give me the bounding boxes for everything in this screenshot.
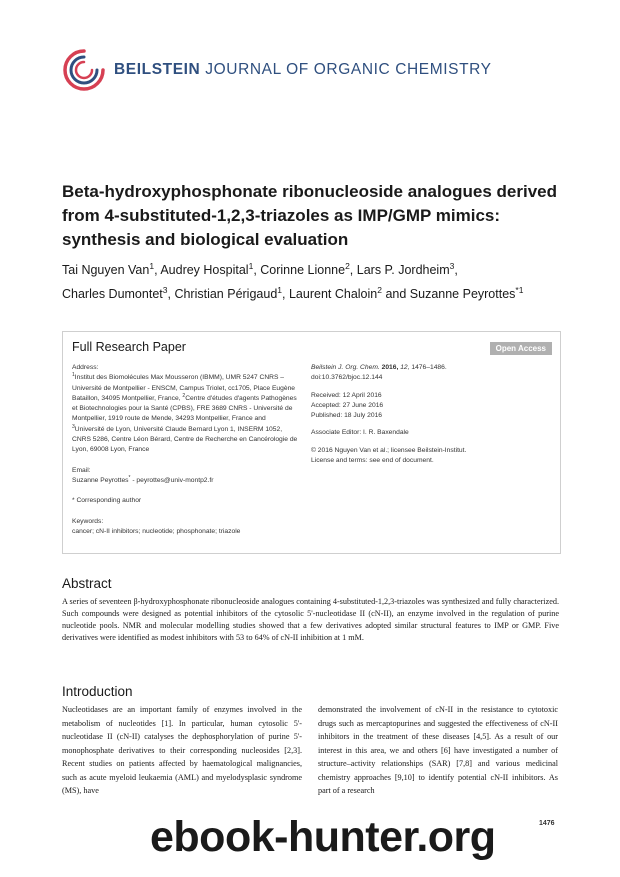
doi-link[interactable]: doi:10.3762/bjoc.12.144	[311, 374, 383, 382]
article-info-box	[62, 331, 561, 554]
associate-editor: Associate Editor: I. R. Baxendale	[311, 429, 409, 437]
published-date: Published: 18 July 2016	[311, 412, 383, 420]
citation: Beilstein J. Org. Chem. 2016, 12, 1476–1486.	[311, 364, 447, 371]
introduction-right-column: demonstrated the involvement of cN-II in the resistance to cytotoxic drugs such as mercaptopurines and suggested the effectiveness of cN-II inhibitors in the treatment of these diseases [4,5]. As a result of our interest in this area, we and others [6] have investigated a number of structure–activity relationships (SAR) [7,8] and various medicinal chemistry approaches [9,10] to identify potential cN-II inhibitors. As part of a research	[318, 705, 558, 795]
introduction-heading: Introduction	[62, 684, 133, 699]
author-affiliation-number: *1	[515, 285, 524, 296]
introduction-left-column: Nucleotidases are an important family of enzymes involved in the metabolism of nucleotides [1]. In particular, human cytosolic 5'-nucleotidase II (cN-II) catalyses the dephosphorylation of purine 5'-monophosphate derivatives to their corresponding nucleosides [2,3]. Recent studies on patients affected by haematological malignancies, such as acute myeloid leukaemia (AML) and myelodysplasic syndrome (MS), have	[62, 705, 302, 795]
author-name: Suzanne Peyrottes	[409, 287, 516, 302]
keywords-label: Keywords:	[72, 517, 104, 525]
author-affiliation-number: 3	[449, 261, 455, 271]
author-affiliation-number: 2	[377, 285, 382, 296]
author-list: Tai Nguyen Van$^1$, Audrey Hospital$^1$, Corinne Lionne$^2$, Lars P. Jordheim$^3$, Charles Dumontet$^3$, Christian Périgaud$^1$, Laurent Chaloin$^2$ and Suzanne Peyrottes$^{*1}$	[62, 261, 524, 302]
author-affiliation-number: 3	[162, 285, 168, 296]
author-name: Laurent Chaloin	[288, 287, 378, 302]
journal-header	[62, 48, 562, 92]
address-label: Address:	[72, 364, 99, 371]
author-affiliation-number: 1	[149, 261, 155, 271]
info-right-column	[311, 363, 551, 466]
email-line: Suzanne Peyrottes* - peyrottes@univ-montp2.fr	[72, 474, 214, 484]
abstract-text: A series of seventeen β-hydroxyphosphonate ribonucleoside analogues containing 4-substituted-1,2,3-triazoles was synthesized and fully characterized. Such compounds were designed as potential inhibitors of the cytosolic 5'-nucleotidase II (cN-II), an enzyme involved in the regulation of purine nucleotide pools. NMR and molecular modelling studies showed that a few derivatives adopted similar structural features to IMP or GMP. Five derivatives were identified as modest inhibitors with 53 to 64% of cN-II inhibition at 1 mM.	[62, 597, 559, 642]
email-link[interactable]: - peyrottes@univ-montp2.fr	[130, 476, 214, 484]
author-name: Tai Nguyen Van	[62, 263, 150, 278]
info-left-column	[72, 363, 298, 537]
author-name: Christian Périgaud	[174, 287, 278, 302]
author-name: Audrey Hospital	[160, 263, 249, 278]
author-affiliation-number: 2	[345, 261, 350, 271]
author-name: Charles Dumontet	[62, 287, 163, 302]
author-name: Corinne Lionne	[260, 263, 346, 278]
author-name: Lars P. Jordheim	[356, 263, 450, 278]
received-date: Received: 12 April 2016	[311, 391, 382, 399]
author-affiliation-number: 1	[277, 285, 283, 296]
affiliation-text: Institut des Biomolécules Max Mousseron (IBMM), UMR 5247 CNRS – Université de Montpellier - ENSCM, Campus Triolet, cc1705, Place Eugène Bataillon, 34095 Montpellier, France,	[72, 374, 296, 402]
author-affiliation-number: 1	[248, 261, 254, 271]
copyright: © 2016 Nguyen Van et al.; licensee Beilstein-Institut.	[311, 446, 467, 454]
abstract-heading: Abstract	[62, 576, 112, 591]
affiliation-text: Centre d'études d'agents Pathogènes et Biotechnologies pour la Santé (CPBS), FRE 3689 CNRS - Université de Montpellier, 1919 route de Mende, 34293 Montpellier, France and	[72, 394, 297, 423]
email-label: Email:	[72, 466, 91, 474]
page-number: 1476	[539, 820, 555, 827]
watermark: ebook-hunter.org	[150, 813, 496, 861]
affiliation-text: Université de Lyon, Université Claude Bernard Lyon 1, INSERM 1052, CNRS 5286, Centre Léon Bérard, Centre de Recherche en Cancérologie de Lyon, 69008 Lyon, France	[72, 425, 298, 454]
article-title: Beta-hydroxyphosphonate ribonucleoside analogues derived from 4-substituted-1,2,3-triazoles as IMP/GMP mimics: synthesis and biological evaluation	[62, 182, 557, 249]
keywords: cancer; cN-II inhibitors; nucleotide; phosphonate; triazole	[72, 527, 241, 535]
journal-logo-icon	[62, 48, 106, 92]
accepted-date: Accepted: 27 June 2016	[311, 401, 384, 409]
article-type: Full Research Paper	[72, 340, 186, 354]
affiliations: $^1$Institut des Biomolécules Max Mousseron (IBMM), UMR 5247 CNRS – Université de Montpellier - ENSCM, Campus Triolet, cc1705, Place Eugène Bataillon, 34095 Montpellier, France, $^2$Centre d'études d'agents Pathogènes et Biotechnologies pour la Santé (CPBS), FRE 3689 CNRS - Université de Montpellier, 1919 route de Mende, 34293 Montpellier, France and $^3$Université de Lyon, Université Claude Bernard Lyon 1, INSERM 1052, CNRS 5286, Centre Léon Bérard, Centre de Recherche en Cancérologie de Lyon, 69008 Lyon, France	[72, 372, 298, 454]
open-access-badge[interactable]: Open Access	[490, 342, 552, 355]
journal-name: BEILSTEIN JOURNAL OF ORGANIC CHEMISTRY	[114, 61, 492, 78]
license: License and terms: see end of document.	[311, 457, 434, 465]
corresponding-author-note: * Corresponding author	[72, 497, 142, 505]
